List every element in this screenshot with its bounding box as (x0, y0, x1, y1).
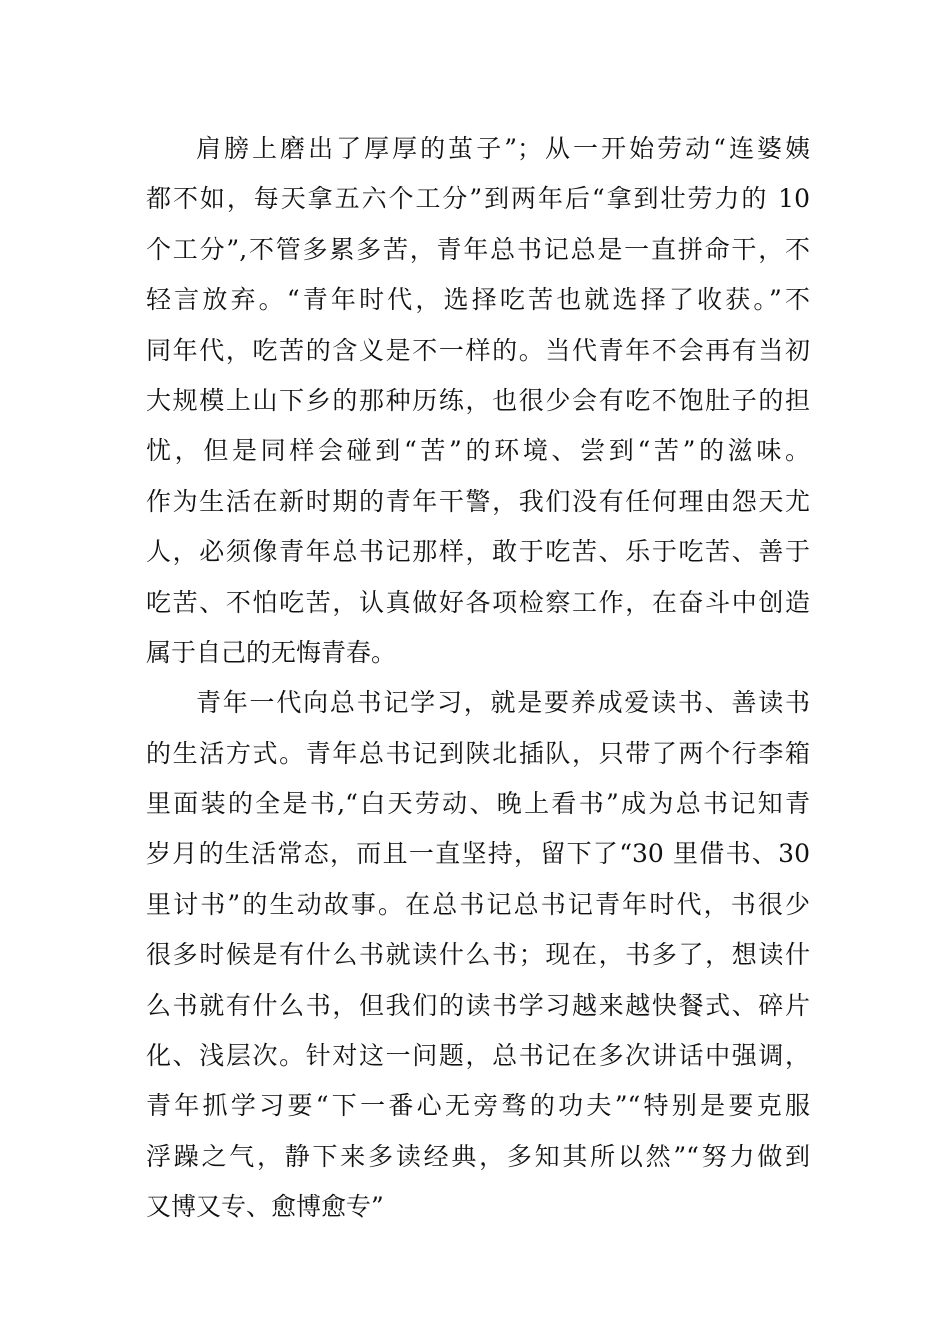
paragraph-line: 轻言放弃。“青年时代，选择吃苦也就选择了收获。”不 (146, 285, 810, 315)
paragraph-line: 肩膀上磨出了厚厚的茧子”；从一开始劳动“连婆姨 (196, 134, 810, 163)
paragraph-line: 同年代，吃苦的含义是不一样的。当代青年不会再有当初 (146, 335, 810, 365)
paragraph-line: 岁月的生活常态，而且一直坚持，留下了“30 里借书、30 (146, 839, 810, 869)
paragraph-line: 吃苦、不怕吃苦，认真做好各项检察工作，在奋斗中创造 (146, 587, 810, 617)
paragraph-line: 的生活方式。青年总书记到陕北插队，只带了两个行李箱 (146, 738, 810, 768)
paragraph-line: 都不如，每天拿五六个工分”到两年后“拿到壮劳力的 10 (146, 184, 810, 214)
document-body (146, 124, 810, 1233)
paragraph-line: 里面装的全是书,“白天劳动、晚上看书”成为总书记知青 (146, 789, 810, 819)
paragraph-line: 很多时候是有什么书就读什么书；现在，书多了，想读什 (146, 940, 810, 970)
paragraph-line: 属于自己的无悔青春。 (146, 637, 397, 667)
paragraph-line: 大规模上山下乡的那种历练，也很少会有吃不饱肚子的担 (146, 385, 810, 415)
paragraph-line: 化、浅层次。针对这一问题，总书记在多次讲话中强调， (146, 1041, 810, 1071)
paragraph-line: 浮躁之气，静下来多读经典，多知其所以然”“努力做到 (146, 1141, 810, 1171)
paragraph-2 (146, 678, 810, 1232)
paragraph-line: 里讨书”的生动故事。在总书记总书记青年时代，书很少 (146, 889, 810, 919)
paragraph-line: 人，必须像青年总书记那样，敢于吃苦、乐于吃苦、善于 (146, 537, 810, 567)
paragraph-line: 么书就有什么书，但我们的读书学习越来越快餐式、碎片 (146, 990, 810, 1020)
paragraph-line: 忧，但是同样会碰到“苦”的环境、尝到“苦”的滋味。 (146, 436, 810, 466)
paragraph-line: 又博又专、愈博愈专” (146, 1192, 384, 1222)
paragraph-line: 作为生活在新时期的青年干警，我们没有任何理由怨天尤 (146, 486, 810, 516)
paragraph-line: 青年抓学习要“下一番心无旁骛的功夫”“特别是要克服 (146, 1091, 810, 1121)
paragraph-1 (146, 124, 810, 678)
paragraph-line: 青年一代向总书记学习，就是要养成爱读书、善读书 (196, 688, 810, 718)
paragraph-line: 个工分”,不管多累多苦，青年总书记总是一直拼命干，不 (146, 234, 810, 264)
